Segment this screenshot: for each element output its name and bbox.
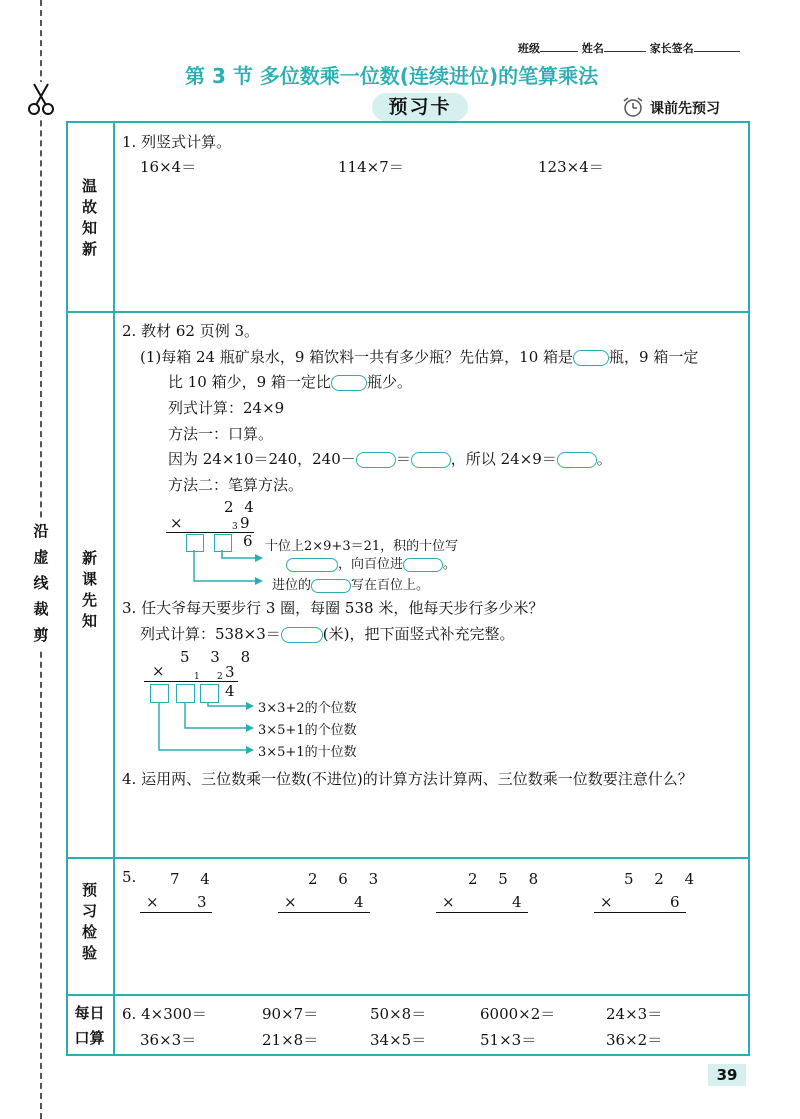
answer-blank[interactable] [356,452,396,468]
q2-note2: ，向百位进 。 [286,553,456,572]
q2-note3: 进位的 写在百位上。 [272,578,430,593]
q6-item: 34×5＝ [370,1031,427,1049]
q5-rule [278,912,370,913]
q5-top: 2 6 3 [308,870,387,888]
card-label: 预习卡 [372,93,468,121]
q5-times: × [442,893,455,911]
scissors-icon [26,82,56,116]
q2-line4: 方法一：口算。 [168,425,274,443]
q2-line5: 因为 24×10＝240，240－ ＝ ，所以 24×9＝ 。 [168,450,612,468]
answer-blank[interactable] [557,452,597,468]
q2-line1: (1)每箱 24 瓶矿泉水，9 箱饮料一共有多少瓶？先估算，10 箱是 瓶，9 箱一定 [140,348,699,366]
q3-vert-top: 5 3 8 [180,648,259,666]
preview-tag: 课前先预习 [620,96,720,122]
section-label-oral: 每日 口算 [74,1004,105,1047]
q3-vert-rule [144,681,238,682]
q5-mult: 4 [354,893,364,911]
q5-top: 2 5 8 [468,870,547,888]
q6-item: 36×2＝ [606,1031,663,1049]
q2-note1: 十位上2×9+3＝21，积的十位写 [265,539,459,554]
q3-vert-carry: 2 [217,672,223,682]
answer-blank[interactable] [411,452,451,468]
q2-vert-rule [166,532,254,533]
q2-vert-top: 2 4 [224,498,257,516]
q6-item: 90×7＝ [262,1005,319,1023]
q5-times: × [146,893,159,911]
q3-line1: 列式计算：538×3＝ (米)，把下面竖式补充完整。 [140,625,515,643]
q5-top: 7 4 [170,870,218,888]
q6-item: 21×8＝ [262,1031,319,1049]
q6-item: 51×3＝ [480,1031,537,1049]
section-divider [66,994,750,996]
q5-mult: 6 [670,893,680,911]
q3-note: 3×5+1的个位数 [258,723,357,738]
q1-title: 1. 列竖式计算。 [122,133,232,151]
q2-line6: 方法二：笔算方法。 [168,476,304,494]
q2-vert-mult: 9 [240,514,250,532]
q2-line3: 列式计算：24×9 [168,399,285,417]
q5-rule [140,912,212,913]
q6-item: 50×8＝ [370,1005,427,1023]
q3-note: 3×5+1的十位数 [258,745,357,760]
q5-mult: 3 [197,893,207,911]
q4-title: 4. 运用两、三位数乘一位数(不进位)的计算方法计算两、三位数乘一位数要注意什么？ [122,770,693,788]
answer-blank[interactable] [331,375,367,391]
q2-title: 2. 教材 62 页例 3。 [122,322,260,340]
q6-item: 6. 4×300＝ [122,1005,207,1023]
header-fields: 班级 姓名 家长签名 [518,40,740,56]
answer-blank[interactable] [311,579,351,593]
parent-signature-blank[interactable] [694,41,740,52]
answer-blank[interactable] [573,350,609,366]
section-label-check: 预 习 检 验 [81,881,97,962]
section-divider [66,311,750,313]
cut-instruction: 沿 虚 线 裁 剪 [28,518,54,648]
answer-blank[interactable] [281,627,323,643]
q3-vert-times: × [152,662,165,680]
q5-mult: 4 [512,893,522,911]
q6-item: 24×3＝ [606,1005,663,1023]
answer-blank[interactable] [286,558,338,572]
q1-item: 123×4＝ [538,158,604,176]
answer-blank[interactable] [403,558,443,572]
q5-times: × [284,893,297,911]
page-title: 第 3 节 多位数乘一位数(连续进位)的笔算乘法 [185,64,599,88]
q2-vert-carry: 3 [232,522,238,532]
q5-times: × [600,893,613,911]
q3-vert-carry: 1 [194,672,200,682]
class-blank[interactable] [540,41,578,52]
q2-line2: 比 10 箱少，9 箱一定比 瓶少。 [168,373,412,391]
q2-vert-result: 6 [243,532,253,550]
q3-vert-mult: 3 [225,663,235,681]
q2-vert-times: × [170,514,183,532]
q1-item: 114×7＝ [338,158,404,176]
q5-top: 5 2 4 [624,870,703,888]
q5-rule [436,912,528,913]
q3-note: 3×3+2的个位数 [258,701,357,716]
q5-rule [594,912,686,913]
q1-item: 16×4＝ [140,158,197,176]
section-label-review: 温 故 知 新 [81,177,97,258]
section-divider [66,857,750,859]
q3-vert-result: 4 [225,682,235,700]
q3-title: 3. 任大爷每天要步行 3 圈，每圈 538 米，他每天步行多少米？ [122,599,544,617]
page-number: 39 [708,1064,746,1086]
label-column-divider [113,121,115,1056]
q2-arrows [180,548,270,588]
q5-label: 5. [122,868,137,886]
q3-arrows [150,700,260,756]
clock-icon [620,96,646,122]
q6-item: 6000×2＝ [480,1005,556,1023]
section-label-learn: 新 课 先 知 [81,549,97,630]
name-blank[interactable] [604,41,646,52]
q6-item: 36×3＝ [140,1031,197,1049]
